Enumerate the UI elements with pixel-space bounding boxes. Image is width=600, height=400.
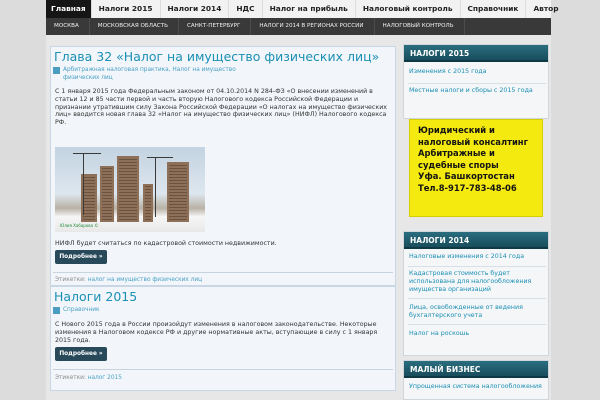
widget-title: НАЛОГИ 2015 <box>404 45 548 62</box>
post-body: С Нового 2015 года в России произойдут изменения в налоговом законодательстве. Некоторые изменения в Налоговом кодексе РФ и другие нормативные акты, вступающие в силу с 1 января 2015 года. <box>55 321 378 344</box>
content-wrapper <box>46 35 551 400</box>
secnav-moscow[interactable]: МОСКВА <box>46 18 90 35</box>
nav-vat[interactable]: НДС <box>229 0 262 18</box>
nav-home[interactable]: Главная <box>46 0 92 18</box>
secnav-regions-2014[interactable]: НАЛОГИ 2014 В РЕГИОНАХ РОССИИ <box>251 18 374 35</box>
post-meta <box>53 66 243 82</box>
sidebar-widget-taxes-2014 <box>403 231 549 356</box>
tags-label: Этикетки: <box>55 277 86 283</box>
nav-profit-tax[interactable]: Налог на прибыль <box>263 0 356 18</box>
image-caption: Юлия Хабарова © <box>60 223 99 228</box>
post <box>50 46 396 286</box>
widget-link[interactable]: Местные налоги и сборы с 2015 года <box>409 87 533 94</box>
divider <box>53 272 393 273</box>
nav-tax-control[interactable]: Налоговый контроль <box>356 0 461 18</box>
secondary-nav <box>46 18 551 35</box>
post-tags <box>55 375 122 381</box>
nav-taxes-2015[interactable]: Налоги 2015 <box>92 0 161 18</box>
main-nav <box>46 0 559 18</box>
post-excerpt: НИФЛ будет считаться по кадастровой стоимости недвижимости. <box>55 240 277 247</box>
secnav-moscow-region[interactable]: МОСКОВСКАЯ ОБЛАСТЬ <box>90 18 179 35</box>
divider <box>408 324 546 325</box>
read-more-button[interactable]: Подробнее » <box>55 250 107 264</box>
widget-link[interactable]: Налоговые изменения с 2014 года <box>409 253 525 260</box>
widget-link[interactable]: Лица, освобожденные от ведения бухгалтерского учета <box>409 304 523 319</box>
folder-icon <box>53 307 60 314</box>
tags-label: Этикетки: <box>55 375 86 381</box>
nav-taxes-2014[interactable]: Налоги 2014 <box>161 0 230 18</box>
nav-reference[interactable]: Справочник <box>461 0 527 18</box>
divider <box>408 298 546 299</box>
divider <box>53 369 393 370</box>
post <box>50 286 396 391</box>
widget-link[interactable]: Налог на роскошь <box>409 330 470 337</box>
ad-line: Арбитражные и <box>418 148 495 159</box>
secnav-saint-petersburg[interactable]: САНКТ-ПЕТЕРБУРГ <box>179 18 251 35</box>
post-image <box>55 147 205 232</box>
ad-phone: Тел.8-917-783-48-06 <box>418 182 517 193</box>
secnav-tax-control[interactable]: НАЛОГОВЫЙ КОНТРОЛЬ <box>375 18 465 35</box>
post-title[interactable]: Глава 32 «Налог на имущество физических лиц» <box>54 49 380 64</box>
post-body: С 1 января 2015 года Федеральным законом от 04.10.2014 N 284-ФЗ «О внесении изменений в статьи 12 и 85 части первой и часть вторую Налогового кодекса Российской Федерации и признании утратившим силу Закона Российской Федерации «О налогах на имущество физических лиц» вводится новая глава 32 «Налог на имущество физических лиц» (НИФЛ) Налогового кодекса РФ. <box>55 88 388 127</box>
divider <box>408 266 546 267</box>
widget-link[interactable]: Кадастровая стоимость будет использована для налогообложения имущества организаций <box>409 270 532 293</box>
post-meta <box>53 306 243 314</box>
sidebar-widget-small-business <box>403 360 549 400</box>
ad-banner[interactable] <box>409 119 543 217</box>
post-title[interactable]: Налоги 2015 <box>54 289 138 304</box>
tag-link[interactable]: налог 2015 <box>87 375 122 381</box>
post-categories[interactable]: Справочник <box>63 307 100 313</box>
tag-link[interactable]: налог на имущество физических лиц <box>87 277 203 283</box>
ad-line: Уфа. Башкортостан <box>418 171 515 182</box>
widget-title: НАЛОГИ 2014 <box>404 232 548 249</box>
divider <box>408 83 546 84</box>
ad-line: налоговый консалтинг <box>418 136 528 147</box>
ad-line: Юридический и <box>418 125 495 135</box>
widget-title: МАЛЫЙ БИЗНЕС <box>404 361 548 378</box>
widget-link[interactable]: Изменения с 2015 года <box>409 68 487 75</box>
post-categories[interactable]: Арбитражная налоговая практика, Налог на имущество физических лиц <box>63 67 236 81</box>
read-more-button[interactable]: Подробнее » <box>55 347 107 361</box>
nav-author[interactable]: Автор <box>526 0 566 18</box>
widget-link[interactable]: Упрощенная система налогообложения <box>409 383 542 390</box>
sidebar-widget-taxes-2015 <box>403 44 549 119</box>
folder-icon <box>53 67 60 74</box>
post-tags <box>55 277 202 283</box>
ad-line: судебные споры <box>418 159 499 170</box>
